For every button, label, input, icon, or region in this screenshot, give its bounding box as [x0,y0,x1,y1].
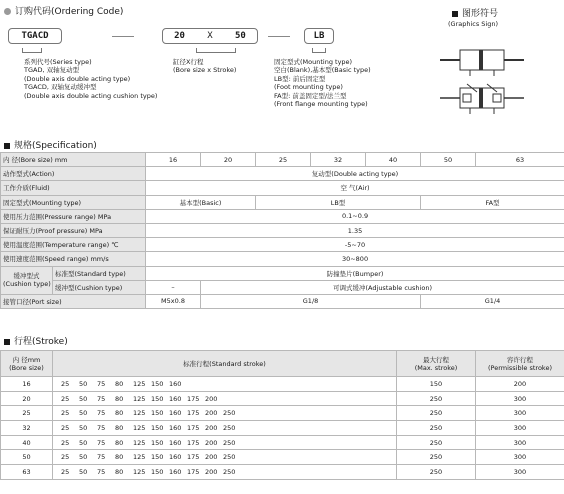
code-bore-bracket [196,48,236,53]
stroke-row [1,465,564,480]
stroke-perm: 300 [476,435,564,450]
stroke-std-value: 50 [79,409,88,418]
mount-lb-value: LB型 [256,195,421,209]
bore-value: 32 [311,153,366,167]
bullet-square-icon [4,339,10,345]
stroke-std-value: 125 [133,379,146,388]
spec-row-cushion-std [1,266,564,280]
code-mount-bracket [312,48,326,53]
bore-value: 16 [146,153,201,167]
spec-row-speed [1,252,564,266]
stroke-std-value: 80 [115,467,124,476]
stroke-std-list [53,465,397,480]
spec-row-action [1,167,564,181]
spec-row-mount [1,195,564,209]
stroke-header-bore [1,351,53,377]
stroke-header-max [397,351,476,377]
stroke-bore: 50 [1,450,53,465]
series-note: 系列代号(Series type) [24,58,92,66]
stroke-std-value: 175 [187,438,200,447]
fluid-label: 工作介质(Fluid) [1,181,146,195]
stroke-std-value: 250 [223,423,236,432]
port-g14-value: G1/4 [421,294,564,308]
stroke-std-value: 75 [97,379,106,388]
bullet-square-icon [452,11,458,17]
stroke-std-value: 150 [151,438,164,447]
series-note: TGACD, 双轴复动缓冲型 [24,83,97,92]
action-label: 动作型式(Action) [1,167,146,181]
mount-note: (Foot mounting type) [274,83,343,92]
stroke-header-max-cn: 最大行程 [423,355,449,364]
mount-note: (Front flange mounting type) [274,100,368,109]
bore-value: 50 [421,153,476,167]
stroke-bore: 32 [1,421,53,436]
stroke-perm: 300 [476,391,564,406]
code-mount-box [304,28,334,44]
cylinder-symbol-icon [432,38,532,118]
proof-value: 1.35 [146,223,564,237]
stroke-row [1,435,564,450]
stroke-row [1,421,564,436]
stroke-std-value: 75 [97,394,106,403]
ordering-code-title-text: 订购代码(Ordering Code) [15,7,124,17]
speed-label: 使用速度范围(Speed range) mm/s [1,252,146,266]
stroke-std-value: 50 [79,394,88,403]
stroke-std-value: 200 [205,423,218,432]
fluid-value: 空 气(Air) [146,181,564,195]
stroke-std-value: 25 [61,438,70,447]
cushion-std-label: 标准型(Standard type) [53,266,146,280]
stroke-std-value: 125 [133,453,146,462]
stroke-std-list [53,421,397,436]
stroke-max: 150 [397,377,476,392]
stroke-std-value: 250 [223,409,236,418]
proof-label: 保证耐压力(Proof pressure) MPa [1,223,146,237]
stroke-std-value: 150 [151,453,164,462]
stroke-header-bore-cn: 内 径mm [12,355,41,364]
stroke-title-text: 行程(Stroke) [14,337,68,347]
spec-row-pressure [1,209,564,223]
mount-basic-value: 基本型(Basic) [146,195,256,209]
stroke-std-value: 160 [169,423,182,432]
stroke-std-value: 250 [223,467,236,476]
stroke-std-value: 160 [169,453,182,462]
stroke-std-value: 50 [79,423,88,432]
spec-row-proof [1,223,564,237]
cushion-adj-value: 可调式缓冲(Adjustable cushion) [201,280,564,294]
stroke-std-value: 50 [79,379,88,388]
temp-value: -5~70 [146,238,564,252]
bore-label: 内 径(Bore size) mm [1,153,146,167]
stroke-std-value: 125 [133,423,146,432]
mount-note: FA型: 前盖固定型/法兰型 [274,91,347,100]
speed-value: 30~800 [146,252,564,266]
series-note: TGAD, 双轴复动型 [24,66,80,75]
stroke-std-value: 175 [187,467,200,476]
mount-note: LB型: 前后固定型 [274,74,326,83]
port-label: 接管口径(Port size) [1,294,146,308]
stroke-std-value: 25 [61,394,70,403]
code-series-text: TGACD [21,31,49,41]
bore-value: 63 [476,153,564,167]
stroke-header-std: 标准行程(Standard stroke) [53,351,397,377]
spec-row-temp [1,238,564,252]
stroke-std-value: 175 [187,453,200,462]
stroke-std-value: 25 [61,409,70,418]
stroke-max: 250 [397,391,476,406]
stroke-std-value: 50 [79,438,88,447]
stroke-std-value: 125 [133,438,146,447]
mount-fa-value: FA型 [421,195,564,209]
stroke-std-value: 250 [223,438,236,447]
stroke-std-list [53,377,397,392]
stroke-std-value: 80 [115,423,124,432]
stroke-std-value: 75 [97,467,106,476]
spec-title [4,138,97,151]
stroke-max: 250 [397,435,476,450]
bore-value: 40 [366,153,421,167]
stroke-std-value: 160 [169,394,182,403]
stroke-header-max-en: (Max. stroke) [414,363,458,372]
stroke-std-value: 150 [151,379,164,388]
spec-row-port [1,294,564,308]
stroke-std-value: 80 [115,409,124,418]
stroke-std-value: 200 [205,453,218,462]
code-series-box [8,28,62,44]
stroke-row [1,377,564,392]
bullet-dot-icon [4,8,11,15]
graphics-title [452,6,498,19]
stroke-std-value: 250 [223,453,236,462]
stroke-std-value: 75 [97,453,106,462]
port-g18-value: G1/8 [201,294,421,308]
spec-row-bore [1,153,564,167]
mount-note: 空白(Blank),基本型(Basic type) [274,66,371,75]
stroke-std-list [53,391,397,406]
mount-note: 固定型式(Mounting type) [274,58,353,66]
spec-table [0,152,564,309]
stroke-row [1,391,564,406]
stroke-std-value: 150 [151,409,164,418]
stroke-body [1,377,564,480]
stroke-header-perm-en: (Permissible stroke) [487,363,552,372]
stroke-std-value: 125 [133,394,146,403]
stroke-std-list [53,406,397,421]
cushion-adj-label: 缓冲型(Cushion type) [53,280,146,294]
mount-notes [274,58,371,108]
stroke-header-bore-en: (Bore size) [9,363,44,372]
stroke-bore: 40 [1,435,53,450]
pressure-label: 使用压力范围(Pressure range) MPa [1,209,146,223]
stroke-std-value: 160 [169,467,182,476]
stroke-std-value: 80 [115,379,124,388]
stroke-std-value: 125 [133,409,146,418]
stroke-max: 250 [397,406,476,421]
stroke-header-perm-cn: 容许行程 [507,355,533,364]
code-connector-line [112,36,134,37]
stroke-std-value: 160 [169,409,182,418]
port-m5-value: M5x0.8 [146,294,201,308]
stroke-std-value: 50 [79,453,88,462]
stroke-header-row [1,351,564,377]
graphics-subtitle: (Graphics Sign) [448,20,499,28]
stroke-std-value: 50 [79,467,88,476]
stroke-std-list [53,450,397,465]
stroke-bore: 63 [1,465,53,480]
series-note: (Double axis double acting cushion type) [24,91,158,100]
series-note: (Double axis double acting type) [24,74,131,83]
stroke-std-value: 160 [169,438,182,447]
stroke-perm: 300 [476,465,564,480]
stroke-std-value: 25 [61,379,70,388]
code-bore-stroke-box [162,28,258,44]
spec-title-text: 规格(Specification) [14,141,97,151]
stroke-std-value: 125 [133,467,146,476]
stroke-perm: 300 [476,450,564,465]
stroke-std-value: 200 [205,394,218,403]
stroke-std-value: 175 [187,394,200,403]
stroke-perm: 300 [476,406,564,421]
cushion-std-value: 防撞垫片(Bumper) [146,266,564,280]
ordering-code-title [4,4,123,17]
series-notes [24,58,157,100]
cushion-label-cn: 缓冲型式 [13,272,40,281]
bore-note: 缸径X行程 [173,58,204,66]
graphics-title-text: 图形符号 [462,9,499,19]
stroke-perm: 300 [476,421,564,436]
temp-label: 使用温度范围(Temperature range) ℃ [1,238,146,252]
stroke-std-value: 75 [97,409,106,418]
stroke-std-value: 175 [187,409,200,418]
stroke-std-value: 80 [115,394,124,403]
pressure-value: 0.1~0.9 [146,209,564,223]
cushion-label [1,266,53,294]
stroke-std-value: 150 [151,394,164,403]
stroke-std-value: 25 [61,453,70,462]
stroke-std-value: 200 [205,467,218,476]
stroke-row [1,406,564,421]
stroke-header-perm [476,351,564,377]
stroke-std-value: 150 [151,423,164,432]
bore-value: 25 [256,153,311,167]
stroke-bore: 20 [1,391,53,406]
spec-row-fluid [1,181,564,195]
code-stroke-text: 50 [235,31,246,41]
stroke-std-value: 160 [169,379,182,388]
code-series-bracket [22,48,42,53]
code-bore-text: 20 [174,31,185,41]
stroke-max: 250 [397,421,476,436]
stroke-perm: 200 [476,377,564,392]
stroke-std-value: 150 [151,467,164,476]
code-x-text: X [207,31,213,41]
stroke-std-value: 175 [187,423,200,432]
spec-row-cushion-adj [1,280,564,294]
stroke-std-value: 200 [205,438,218,447]
action-value: 复动型(Double acting type) [146,167,564,181]
cushion-adj-dash: – [146,280,201,294]
stroke-std-value: 75 [97,423,106,432]
code-mount-text: LB [313,31,325,41]
bullet-square-icon [4,143,10,149]
stroke-row [1,450,564,465]
stroke-bore: 25 [1,406,53,421]
stroke-std-value: 200 [205,409,218,418]
code-connector-line [268,36,290,37]
bore-notes [173,58,236,75]
bore-value: 20 [201,153,256,167]
mount-label: 固定型式(Mounting type) [1,195,146,209]
stroke-std-value: 80 [115,438,124,447]
stroke-max: 250 [397,450,476,465]
stroke-std-value: 25 [61,467,70,476]
cushion-label-en: (Cushion type) [3,280,51,289]
stroke-max: 250 [397,465,476,480]
stroke-std-value: 25 [61,423,70,432]
stroke-std-value: 80 [115,453,124,462]
bore-note: (Bore size x Stroke) [173,66,237,75]
stroke-std-list [53,435,397,450]
stroke-bore: 16 [1,377,53,392]
stroke-title [4,334,68,347]
stroke-std-value: 75 [97,438,106,447]
stroke-table [0,350,564,480]
